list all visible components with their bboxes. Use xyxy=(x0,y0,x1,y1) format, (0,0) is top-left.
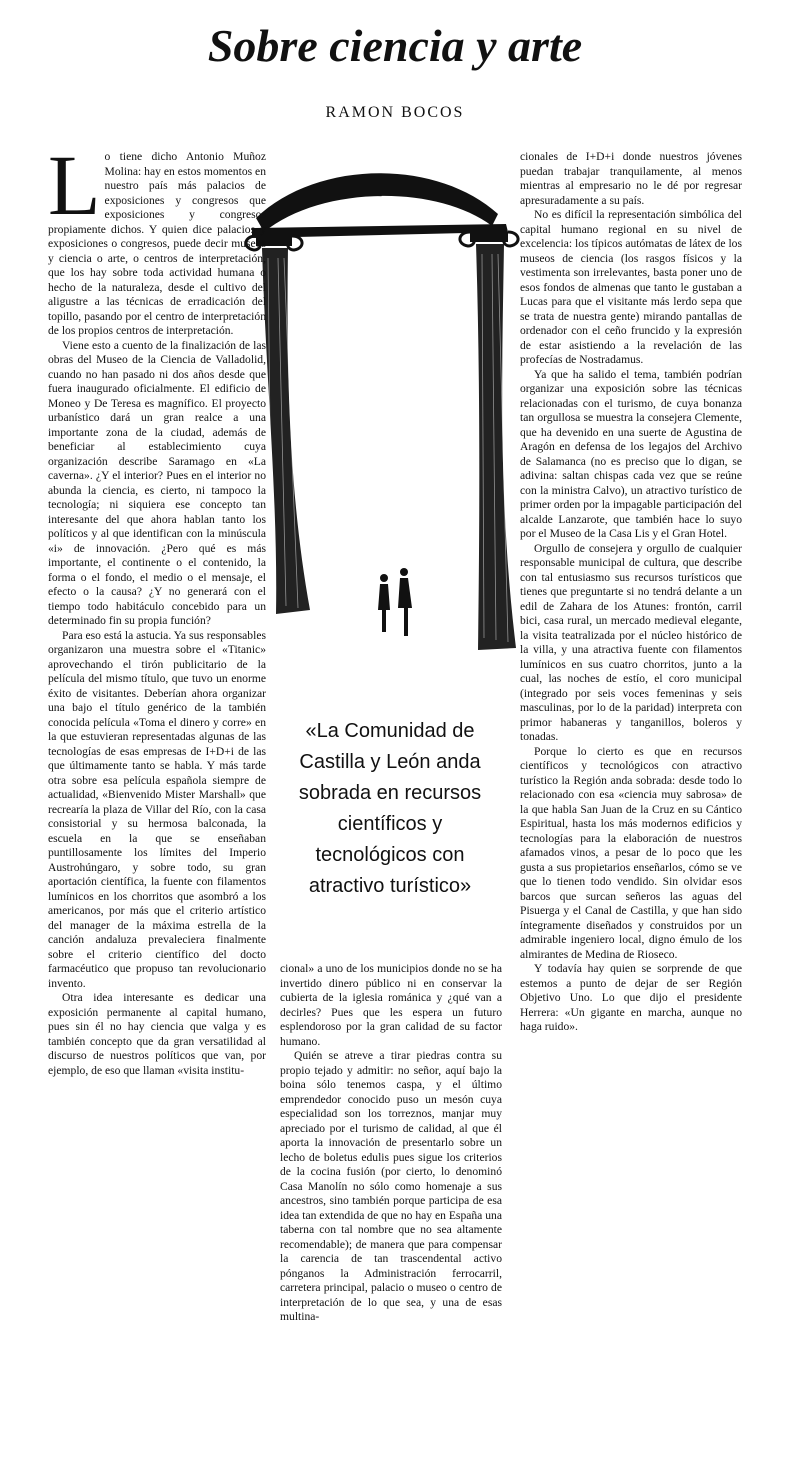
two-figures xyxy=(378,568,412,636)
article-author: RAMON BOCOS xyxy=(325,104,465,121)
article-paragraph: Y todavía hay quien se sorprende de que estemos a punto de dejar de ser Región Objetivo Uno. Lo que dijo el presidente Herrera: «Un gigante en marcha, aunque no haga ruido». xyxy=(520,962,742,1033)
article-paragraph: Orgullo de consejera y orgullo de cualquier responsable municipal de cultura, que describe con tal entusiasmo sus recursos turísticos que tienes que preguntarte si no tendrá delante a un edil de Zahara de los Atunes: frontón, carril bici, casa rural, un mercado medieval elegante, la visita teatralizada por el núcleo histórico de la villa, y una atractiva fuente con filamentos lumínicos en sus cuatro chorritos, junto a la cual, las noches de estío, el coro municipal (integrado por seis voces femeninas y seis masculinas, por lo de la paridad) interpreta con primor habaneras y tanganillos, boleros y tonadas. xyxy=(520,541,742,743)
article-column-1 xyxy=(48,150,266,1420)
drop-cap: L xyxy=(48,150,101,233)
pull-quote: «La Comunidad de Castilla y León anda sobrada en recursos científicos y tecnológicos con atractivo turístico» xyxy=(298,720,482,897)
article-paragraph: Para eso está la astucia. Ya sus responsables organizaron una muestra sobre el «Titanic» aprovechando el tirón publicitario de la película del mismo título, que tuvo un enorme éxito de visitantes. Deberían ahora organizar una bajo el título genérico de la también conocida película «Toma el dinero y corre» en la que estuvieran representadas algunas de las tecnologías de esas empresas de I+D+i de las que últimamente tanto se habla. Y más tarde otra sobre esa película española siempre de actualidad, «Bienvenido Mister Marshall» que recrearía la plaza de Villar del Río, con la casa consistorial y su hermosa balconada, la escuela en la que se enseñaban puntillosamente los límites del Imperio Austrohúngaro, y sobre todo, su gran aportación científica, la fuente con filamentos lumínicos en los chorritos que asombró a los americanos, por más que el criterio artístico del manager de la máxima estrella de la canción andaluza prevaleciera finalmente sobre el criterio científico del docto farmacéutico que propuso tan revolucionario invento. xyxy=(48,628,266,990)
article-column-3 xyxy=(520,150,742,1420)
right-capital xyxy=(460,232,518,246)
article-paragraph: cional» a uno de los municipios donde no se ha invertido dinero público ni en conservar la cubierta de la iglesia románica y ¿qué van a decirles? Pues que les espera un futuro esplendoroso por la gran calidad de su factor humano. xyxy=(280,962,502,1048)
arch-with-two-figures-illustration xyxy=(226,140,526,700)
article-paragraph: Otra idea interesante es dedicar una exposición permanente al capital humano, pues sin él no hay ciencia que valga y es también concepto que da gran versatilidad al discurso de nuestros políticos que van, por ejemplo, de eso que llaman «visita institu- xyxy=(48,991,266,1077)
article-paragraph: Quién se atreve a tirar piedras contra su propio tejado y admitir: no señor, aquí bajo la boina sólo tenemos caspa, y el último emprendedor conocido puso un mesón cuya especialidad son los torreznos, manjar muy apreciado por el turismo de calidad, al que él aporta la innovación de presentarlo sobre un lecho de boletus edulis pues sigue los criterios de la cocina fusión (por cierto, lo denominó Casa Manolín no sólo como homenaje a sus ancestros, sino también porque participa de esa idea tan extendida de que no hay en España una taberna con tal nombre que no sea altamente recomendable); de manera que para compensar la carencia de tan trascendental activo pónganos la Administración ferrocarril, carretera principal, palacio o museo o centro de interpretación de lo que sea, y una de esas multina- xyxy=(280,1049,502,1323)
article-column-2 xyxy=(280,962,502,1422)
article-paragraph: No es difícil la representación simbólica del capital humano regional en su nivel de excelencia: los típicos autómatas de látex de los museos de ciencia (los rasgos físicos y la vestimenta son irrelevantes, basta poner uno de esos fondos de almenas que tanto le gustaban a Lucas para que el visitante más lerdo sepa que se trata de nuestra gente) mirando pantallas de ordenador con el ceño fruncido y la expresión de estar asistiendo a la revelación de las profecías de Nostradamus. xyxy=(520,208,742,366)
article-paragraph: Lo tiene dicho Antonio Muñoz Molina: hay en estos momentos en nuestro país más palacios de exposiciones y congresos que exposiciones y congresos propiamente dichos. Y quien dice palacios y exposiciones o congresos, puede decir museos y ciencia o arte, o centros de interpretación, que los hay sobre toda actividad humana o hecho de la naturaleza, desde el cultivo del aligustre a las técnicas de erradicación del topillo, pasando por el centro de interpretación de los propios centros de interpretación. xyxy=(48,150,266,337)
article-paragraph: cionales de I+D+i donde nuestros jóvenes puedan trabajar tranquilamente, al menos mientras al empresario no le dé por regresar apresuradamente a su país. xyxy=(520,150,742,207)
article-paragraph: Ya que ha salido el tema, también podrían organizar una exposición sobre las técnicas relacionadas con el turismo, de cuya bonanza tan orgullosa se muestra la consejera Clemente, que ha devenido en una suerte de Agustina de Aragón en defensa de los legajos del Archivo de Salamanca (no es preciso que lo digan, se adivina: saltan chispas cada vez que se reúne con la ministra Calvo), un atractivo turístico de primer orden por la impagable participación del alcalde Lanzarote, que también hace lo suyo por el Museo de la Casa Lis y el Gran Hotel. xyxy=(520,367,742,540)
article-paragraph: Viene esto a cuento de la finalización de las obras del Museo de la Ciencia de Valladolid, cuando no han pasado ni dos años desde que fuera inaugurado oficialmente. El edificio de Moneo y De Teresa es magnífico. El proyecto urbanístico dará un gran realce a una importante zona de la ciudad, además de beneficiar al establecimiento cuya organización describe Saramago en «La caverna». ¿Y el interior? Pues en el interior no abunda la ciencia, es cierto, ni tampoco la tecnología; ni siquiera ese concepto tan interesante del que ahora hablan tanto los políticos y al que identifican con la minúscula «i» de innovación. ¿Pero qué es más importante, el continente o el contenido, la forma o el fondo, el medio o el mensaje, el efecto o la causa? ¿Y no generará con el tiempo todo habitáculo concebido para un determinado fin su propia función? xyxy=(48,338,266,627)
article-title: Sobre ciencia y arte xyxy=(207,20,583,71)
arch-lintel xyxy=(256,173,498,232)
article-paragraph: Porque lo cierto es que en recursos científicos y tecnológicos con atractivo turístico la Región anda sobrada: desde todo lo relacionado con esa «ciencia muy sabrosa» de la que habla San Juan de la Cruz en su Cántico Espiritual, hasta los más modernos edificios y tecnologías para la elaboración de nuestros afamados vinos, a pesar de lo poco que les gusta a sus propietarios enseñarlos, cómo se ve que lo tienen todo vendido. Sin olvidar esos barcos que surcan señeros las aguas del Pisuerga y el Canal de Castilla, y que han sido íntegramente diseñados y construidos por un admirable ingeniero local, digno émulo de los almirantes de Medina de Rioseco. xyxy=(520,744,742,961)
